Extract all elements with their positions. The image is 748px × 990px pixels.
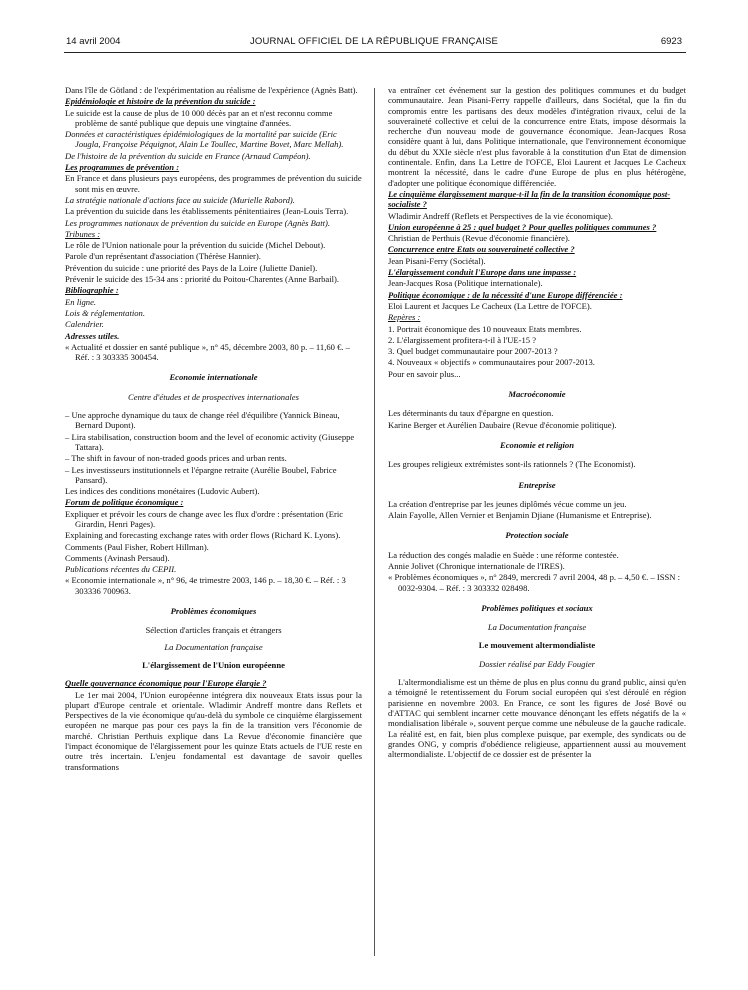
rubric-title: Problèmes économiques bbox=[170, 606, 257, 617]
entry: – The shift in favour of non-traded goods prices and urban rents. bbox=[65, 453, 287, 464]
left-column bbox=[65, 85, 362, 773]
section-heading: L'élargissement conduit l'Europe dans une impasse : bbox=[388, 267, 577, 278]
rubric-title: Entreprise bbox=[518, 479, 556, 490]
section-heading: Bibliographie : bbox=[65, 285, 119, 296]
author-line: Jean Pisani-Ferry (Sociétal). bbox=[388, 255, 486, 266]
column-divider bbox=[374, 88, 375, 956]
subheading-tribunes: Tribunes : bbox=[65, 228, 101, 239]
entry: Publications récentes du CEPII. bbox=[65, 564, 177, 575]
page-number: 6923 bbox=[660, 36, 682, 47]
rubric-title: Protection sociale bbox=[505, 530, 569, 541]
biblio-item: Adresses utiles. bbox=[65, 330, 120, 341]
entry: Le rôle de l'Union nationale pour la prévention du suicide (Michel Debout). bbox=[65, 240, 326, 251]
page-header bbox=[0, 36, 748, 52]
entry: Les groupes religieux extrémistes sont-ils rationnels ? (The Economist). bbox=[388, 459, 636, 470]
entry: Les programmes nationaux de prévention du suicide en Europe (Agnès Batt). bbox=[65, 217, 331, 228]
author-line: Christian de Perthuis (Revue d'économie financière). bbox=[388, 233, 570, 244]
entry: Karine Berger et Aurélien Daubaire (Revue d'économie politique). bbox=[388, 419, 617, 430]
section-heading: Les programmes de prévention : bbox=[65, 162, 180, 173]
entry: – Une approche dynamique du taux de change réel d'équilibre (Yannick Bineau, Bernard Dupont). bbox=[65, 410, 340, 431]
entry: Expliquer et prévoir les cours de change avec les flux d'ordre : présentation (Eric Girardin, Henri Pages). bbox=[65, 508, 344, 529]
header-rule bbox=[64, 52, 686, 53]
dossier-title: L'élargissement de l'Union européenne bbox=[142, 659, 285, 670]
entry: Explaining and forecasting exchange rates with order flows (Richard K. Lyons). bbox=[65, 530, 341, 541]
author-line: Wladimir Andreff (Reflets et Perspectives de la vie économique). bbox=[388, 210, 613, 221]
body-paragraph: Le 1er mai 2004, l'Union européenne intégrera dix nouveaux Etats issus pour la plupart d'Europe centrale et orientale. Wladimir Andreff montre dans Reflets et Perspectives de la vie économique qu'au-delà du symbole ce cinquième élargissement européen ne marque pas pour ces pays la fin de la transition vers l'économie de marché. Christian Perthuis explique dans La Revue d'économie financière que l'impact économique de l'élargissement pour les quinze Etats actuels de l'UE reste en outre très incertain. L'enjeu fondamental est davantage de savoir quelles transformations bbox=[65, 689, 362, 772]
entry: Les indices des conditions monétaires (Ludovic Aubert). bbox=[65, 486, 260, 497]
entry: La prévention du suicide dans les établissements pénitentiaires (Jean-Louis Terra). bbox=[65, 206, 349, 217]
dossier-title: Le mouvement altermondialiste bbox=[478, 640, 596, 651]
publisher: La Documentation française bbox=[164, 641, 263, 652]
subtitle: Sélection d'articles français et étrangers bbox=[145, 625, 282, 636]
section-heading: Epidémiologie et histoire de la prévention du suicide : bbox=[65, 96, 256, 107]
entry: Comments (Avinash Persaud). bbox=[65, 552, 170, 563]
entry: Le suicide est la cause de plus de 10 000 décès par an et n'est reconnu comme problème de santé publique que depuis une vingtaine d'années. bbox=[65, 107, 333, 128]
section-heading: Forum de politique économique : bbox=[65, 497, 184, 508]
author-line: Jean-Jacques Rosa (Politique internationale). bbox=[388, 278, 543, 289]
list-item: 3. Quel budget communautaire pour 2007-2013 ? bbox=[388, 346, 558, 357]
entry: Comments (Paul Fisher, Robert Hillman). bbox=[65, 541, 209, 552]
entry: – Lira stabilisation, construction boom and the level of economic activity (Giuseppe Tattara). bbox=[65, 431, 355, 452]
body-paragraph: L'altermondialisme est un thème de plus en plus connu du grand public, ainsi qu'en a témoigné le retentissement du Forum social européen qui s'est déroulé en région parisienne en novembre 2003. En France, ce sont les figures de José Bové ou d'ATTAC qui semblent incarner cette mouvance dénonçant les effets négatifs de la « mondialisation libérale », souvent perçue comme une nébuleuse de la gauche radicale. La réalité est, en fait, bien plus complexe puisque, par exemple, des syndicats ou de grandes ONG, y compris d'obédience religieuse, appartiennent aussi au mouvement altermondialiste. L'objectif de ce dossier est de présenter la bbox=[388, 677, 686, 760]
entry: Dans l'île de Götland : de l'expérimentation au réalisme de l'expérience (Agnès Batt). bbox=[65, 85, 358, 95]
rubric-title: Economie et religion bbox=[500, 439, 574, 450]
entry: Prévenir le suicide des 15-34 ans : priorité du Poitou-Charentes (Anne Barbail). bbox=[65, 274, 339, 285]
rubric-title: Macroéconomie bbox=[508, 389, 566, 400]
publisher: Centre d'études et de prospectives internationales bbox=[128, 391, 299, 402]
section-heading: Union européenne à 25 : quel budget ? Pour quelles politiques communes ? bbox=[388, 221, 657, 232]
biblio-item: Calendrier. bbox=[65, 319, 104, 330]
reference: « Economie internationale », n° 96, 4e trimestre 2003, 146 p. – 18,30 €. – Réf. : 3 303336 700963. bbox=[65, 575, 346, 596]
list-item: Pour en savoir plus... bbox=[388, 368, 461, 379]
entry: La réduction des congés maladie en Suède : une réforme contestée. bbox=[388, 549, 619, 560]
biblio-item: Lois & réglementation. bbox=[65, 307, 145, 318]
entry: La stratégie nationale d'actions face au suicide (Murielle Rabord). bbox=[65, 194, 295, 205]
reference: « Problèmes économiques », n° 2849, mercredi 7 avril 2004, 48 p. – 4,50 €. – ISSN : 0032-9304. – Réf. : 3 303332 028498. bbox=[388, 572, 681, 593]
entry: Alain Fayolle, Allen Vernier et Benjamin Djiane (Humanisme et Entreprise). bbox=[388, 510, 652, 521]
entry: En France et dans plusieurs pays européens, des programmes de prévention du suicide sont mis en œuvre. bbox=[65, 173, 362, 194]
list-item: 2. L'élargissement profitera-t-il à l'UE-15 ? bbox=[388, 334, 537, 345]
header-date: 14 avril 2004 bbox=[66, 36, 121, 47]
section-heading: Concurrence entre Etats ou souveraineté collective ? bbox=[388, 244, 575, 255]
list-item: 4. Nouveaux « objectifs » communautaires pour 2007-2013. bbox=[388, 357, 595, 368]
entry: Parole d'un représentant d'association (Thérèse Hannier). bbox=[65, 251, 261, 262]
publisher: La Documentation française bbox=[487, 622, 587, 633]
rubric-title: Problèmes politiques et sociaux bbox=[481, 602, 593, 613]
body-paragraph: va entraîner cet événement sur la gestion des politiques communes et du budget communautaire. Jean Pisani-Ferry rappelle d'ailleurs, dans Sociétal, que la fin du compromis entre les partisans des deux modèles d'intégration rivaux, celui de la souveraineté collective et celui de la concurrence entre Etats, impose désormais la recherche d'un nouveau mode de gouvernance économique. Jean-Jacques Rosa considère quant à lui, dans Politique internationale, que l'environnement économique du début du XXIe siècle n'est plus favorable à la constitution d'un Etat de dimension continentale. Enfin, dans La Lettre de l'OFCE, Eloi Laurent et Jacques Le Cacheux montrent la nécessité, dans le cadre d'une Europe de plus en plus hétérogène, d'adopter une politique économique différenciée. bbox=[388, 85, 686, 188]
section-heading: Le cinquième élargissement marque-t-il la fin de la transition économique post-socialiste ? bbox=[388, 188, 671, 210]
entry: – Les investisseurs institutionnels et l'épargne retraite (Aurélie Boubel, Fabrice Pansard). bbox=[65, 464, 337, 485]
author-line: Eloi Laurent et Jacques Le Cacheux (La Lettre de l'OFCE). bbox=[388, 300, 592, 311]
section-heading: Quelle gouvernance économique pour l'Europe élargie ? bbox=[65, 678, 267, 689]
dossier-author: Dossier réalisé par Eddy Fougier bbox=[478, 658, 595, 669]
entry: De l'histoire de la prévention du suicide en France (Arnaud Campéon). bbox=[65, 150, 311, 161]
list-item: 1. Portrait économique des 10 nouveaux Etats membres. bbox=[388, 323, 582, 334]
subheading-reperes: Repères : bbox=[388, 312, 421, 323]
reference: « Actualité et dossier en santé publique », n° 45, décembre 2003, 80 p. – 11,60 €. – Réf. : 3 303335 300454. bbox=[65, 341, 350, 363]
rubric-title: Economie internationale bbox=[169, 372, 258, 383]
journal-title: JOURNAL OFFICIEL DE LA RÉPUBLIQUE FRANÇAISE bbox=[249, 36, 499, 47]
biblio-item: En ligne. bbox=[65, 296, 97, 307]
right-column bbox=[388, 85, 686, 760]
entry: La création d'entreprise par les jeunes diplômés vécue comme un jeu. bbox=[388, 498, 627, 509]
entry: Prévention du suicide : une priorité des Pays de la Loire (Juliette Daniel). bbox=[65, 262, 318, 273]
section-heading: Politique économique : de la nécessité d'une Europe différenciée : bbox=[388, 289, 623, 300]
entry: Les déterminants du taux d'épargne en question. bbox=[388, 408, 554, 419]
entry: Données et caractéristiques épidémiologiques de la mortalité par suicide (Eric Jougla, Françoise Péquignot, Alain Le Toullec, Martine Bovet, Marc Mellah). bbox=[65, 129, 344, 150]
entry: Annie Jolivet (Chronique internationale de l'IRES). bbox=[388, 560, 565, 571]
